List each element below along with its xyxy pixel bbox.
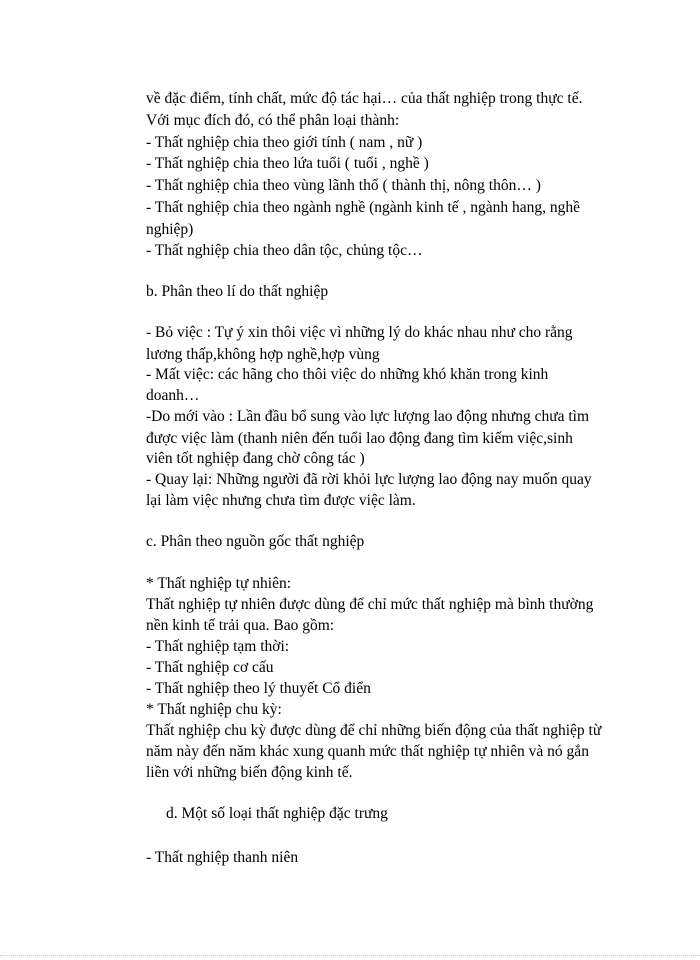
section-c-line-4: - Thất nghiệp tạm thời: (146, 638, 290, 655)
section-c-line-10: liền với những biến động kinh tế. (146, 764, 353, 781)
section-c-line-2: Thất nghiệp tự nhiên được dùng để chỉ mức thất nghiệp mà bình thường (146, 596, 594, 613)
section-b-line-7: viên tốt nghiệp đang chờ công tác ) (146, 450, 365, 467)
section-b-line-3: - Mất việc: các hãng cho thôi việc do những khó khăn trong kinh (146, 366, 549, 383)
section-b-line-5: -Do mới vào : Lần đầu bổ sung vào lực lượng lao động nhưng chưa tìm (146, 408, 590, 425)
section-c-line-7: * Thất nghiệp chu kỳ: (146, 701, 282, 718)
section-c-line-8: Thất nghiệp chu kỳ được dùng để chỉ những biến động của thất nghiệp từ (146, 722, 602, 739)
section-b-line-9: lại làm việc nhưng chưa tìm được việc làm. (146, 492, 416, 509)
intro-line-3: - Thất nghiệp chia theo giới tính ( nam , nữ ) (146, 134, 423, 151)
section-d-line-1: - Thất nghiệp thanh niên (146, 849, 299, 866)
section-b-heading: b. Phân theo lí do thất nghiệp (146, 283, 329, 300)
section-c-line-5: - Thất nghiệp cơ cấu (146, 659, 274, 676)
section-b-line-1: - Bỏ việc : Tự ý xin thôi việc vì những lý do khác nhau như cho rằng (146, 324, 573, 341)
section-b-line-4: doanh… (146, 387, 200, 404)
intro-line-6: - Thất nghiệp chia theo ngành nghề (ngành kinh tế , ngành hang, nghề (146, 199, 581, 216)
intro-line-4: - Thất nghiệp chia theo lứa tuổi ( tuổi , nghề ) (146, 155, 429, 172)
section-c-line-6: - Thất nghiệp theo lý thuyết Cổ điển (146, 680, 371, 697)
section-b-line-8: - Quay lại: Những người đã rời khỏi lực lượng lao động nay muốn quay (146, 471, 592, 488)
section-c-line-3: nền kinh tế trải qua. Bao gồm: (146, 617, 335, 634)
intro-line-7: nghiệp) (146, 221, 194, 238)
section-c-heading: c. Phân theo nguồn gốc thất nghiệp (146, 533, 365, 550)
intro-line-5: - Thất nghiệp chia theo vùng lãnh thổ ( thành thị, nông thôn… ) (146, 177, 541, 194)
section-b-line-2: lương thấp,không hợp nghề,hợp vùng (146, 346, 380, 363)
section-b-line-6: được việc làm (thanh niên đến tuổi lao động đang tìm kiếm việc,sinh (146, 430, 573, 447)
intro-line-1: về đặc điểm, tính chất, mức độ tác hại… của thất nghiệp trong thực tế. (146, 90, 583, 107)
section-c-line-1: * Thất nghiệp tự nhiên: (146, 575, 292, 592)
intro-line-8: - Thất nghiệp chia theo dân tộc, chủng tộc… (146, 242, 423, 259)
section-c-line-9: năm này đến năm khác xung quanh mức thất nghiệp tự nhiên và nó gắn (146, 743, 589, 760)
intro-line-2: Với mục đích đó, có thể phân loại thành: (146, 112, 400, 129)
section-d-heading: d. Một số loại thất nghiệp đặc trưng (166, 805, 388, 822)
page-bottom-rule (0, 955, 700, 956)
